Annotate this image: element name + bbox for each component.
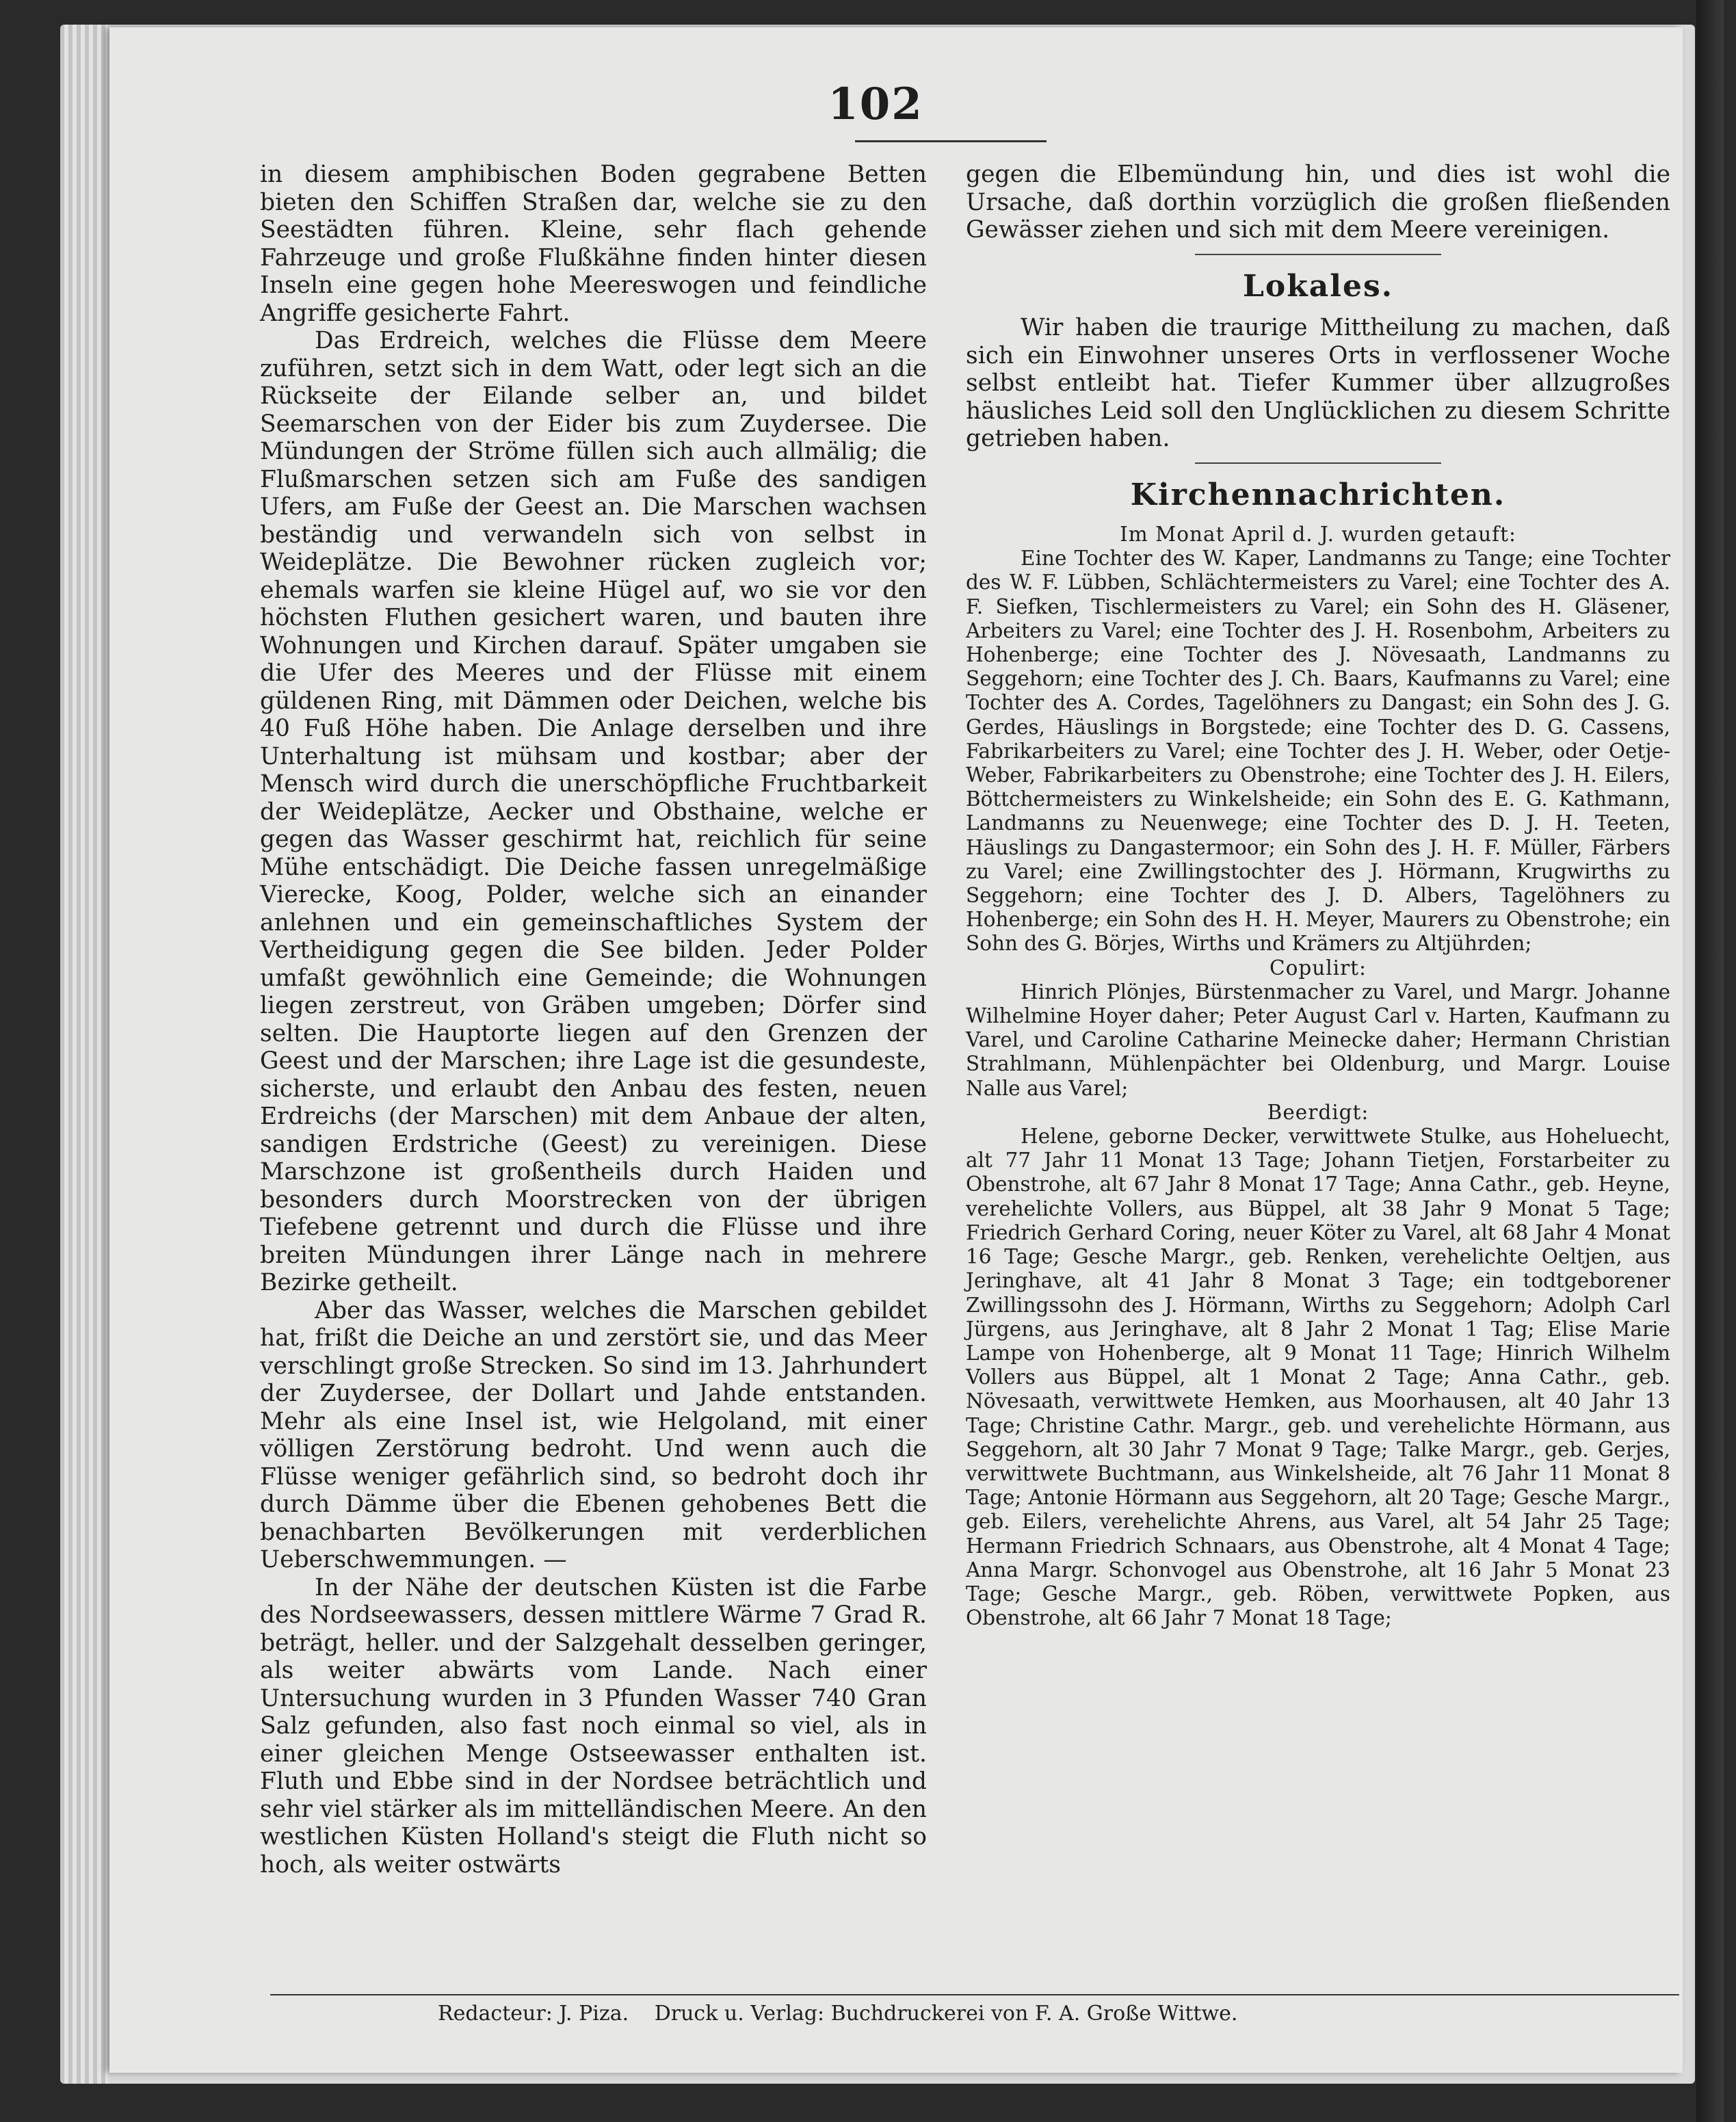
copulirt-list: Hinrich Plönjes, Bürstenmacher zu Varel, und Margr. Johanne Wilhelmine Hoyer daher; Peter August Carl v. Harten, Kaufmann zu Varel, und Caroline Catharine Meinecke daher; Hermann Christian Strahlmann, Mühlenpächter bei Oldenburg, und Margr. Louise Nalle aus Varel; xyxy=(966,980,1670,1100)
lokales-heading: Lokales. xyxy=(1242,268,1394,304)
book-binding xyxy=(1696,0,1724,2122)
paragraph: Das Erdreich, welches die Flüsse dem Meere zuführen, setzt sich in dem Watt, oder legt sich an die Rückseite der Eilande selber an, und bildet Seemarschen von der Eider bis zum Zuydersee. Die Mündungen der Ströme füllen sich auch allmälig; die Flußmarschen setzen sich am Fuße des sandigen Ufers, am Fuße der Geest an. Die Marschen wachsen beständig und verwandeln sich von selbst in Weideplätze. Die Bewohner rücken zugleich vor; ehemals warfen sie kleine Hügel auf, wo sie vor den höchsten Fluthen gesichert waren, und bauten ihre Wohnungen und Kirchen darauf. Später umgaben sie die Ufer des Meeres und der Flüsse mit einem güldenen Ring, mit Dämmen oder Deichen, welche bis 40 Fuß Höhe haben. Die Anlage derselben und ihre Unterhaltung ist mühsam und kostbar; aber der Mensch wird durch die unerschöpfliche Fruchtbarkeit der Weideplätze, Aecker und Obsthaine, welche er gegen das Wasser geschirmt hat, reichlich für seine Mühe entschädigt. Die Deiche fassen unregelmäßige Vierecke, Koog, Polder, welche sich an einander anlehnen und ein gemeinschaftliches System der Vertheidigung gegen die See bilden. Jeder Polder umfaßt gewöhnlich eine Gemeinde; die Wohnungen liegen zerstreut, von Gräben umgeben; Dörfer sind selten. Die Hauptorte liegen auf den Grenzen der Geest und der Marschen; ihre Lage ist die gesundeste, sicherste, und erlaubt den Anbau des festen, neuen Erdreichs (der Marschen) mit dem Anbaue der alten, sandigen Erdstriche (Geest) zu vereinigen. Diese Marschzone ist großentheils durch Haiden und besonders durch Moorstrecken von der übrigen Tiefebene getrennt und durch die Flüsse und ihre breiten Mündungen ihrer Länge nach in mehrere Bezirke getheilt. xyxy=(260,327,927,1296)
imprint-druck: Druck u. Verlag: Buchdruckerei von F. A. Große Wittwe. xyxy=(654,2002,1238,2026)
lokales-text: Wir haben die traurige Mittheilung zu machen, daß sich ein Einwohner unseres Orts in verflossener Woche selbst entleibt hat. Tiefer Kummer über allzugroßes häusliches Leid soll den Unglücklichen zu diesem Schritte getrieben haben. xyxy=(966,314,1670,452)
paragraph: in diesem amphibischen Boden gegrabene Betten bieten den Schiffen Straßen dar, welche sie zu den Seestädten führen. Kleine, sehr flach gehende Fahrzeuge und große Flußkähne finden hinter diesen Inseln eine gegen hohe Meereswogen und feindliche Angriffe gesicherte Fahrt. xyxy=(260,161,927,327)
beerdigt-heading: Beerdigt: xyxy=(1267,1100,1369,1124)
copulirt-heading: Copulirt: xyxy=(1270,956,1367,980)
kirchennachrichten-heading: Kirchennachrichten. xyxy=(1130,477,1506,512)
beerdigt-list: Helene, geborne Decker, verwittwete Stulke, aus Hoheluecht, alt 77 Jahr 11 Monat 13 Tage; Johann Tietjen, Forstarbeiter zu Obenstrohe, alt 67 Jahr 8 Monat 17 Tage; Anna Cathr., geb. Heyne, verehelichte Vollers, aus Büppel, alt 38 Jahr 9 Monat 5 Tage; Friedrich Gerhard Coring, neuer Köter zu Varel, alt 68 Jahr 4 Monat 16 Tage; Gesche Margr., geb. Renken, verehelichte Oeltjen, aus Jeringhave, alt 41 Jahr 8 Monat 3 Tage; ein todtgeborener Zwillingssohn des J. Hörmann, Wirths zu Seggehorn; Adolph Carl Jürgens, aus Jeringhave, alt 8 Jahr 2 Monat 1 Tag; Elise Marie Lampe von Hohenberge, alt 9 Monat 11 Tage; Hinrich Wilhelm Vollers aus Büppel, alt 1 Monat 2 Tage; Anna Cathr., geb. Növesaath, verwittwete Hemken, aus Moorhausen, alt 40 Jahr 13 Tage; Christine Cathr. Margr., geb. und verehelichte Hörmann, aus Seggehorn, alt 30 Jahr 7 Monat 9 Tage; Talke Margr., geb. Gerjes, verwittwete Buchtmann, aus Winkelsheide, alt 76 Jahr 11 Monat 8 Tage; Antonie Hörmann aus Seggehorn, alt 20 Tage; Gesche Margr., geb. Eilers, verehelichte Ahrens, aus Varel, alt 54 Jahr 25 Tage; Hermann Friedrich Schnaars, aus Obenstrohe, alt 4 Monat 4 Tage; Anna Margr. Schonvogel aus Obenstrohe, alt 16 Jahr 5 Monat 23 Tage; Gesche Margr., geb. Röben, verwittwete Popken, aus Obenstrohe, alt 66 Jahr 7 Monat 18 Tage; xyxy=(966,1125,1670,1630)
footer-rule xyxy=(270,1994,1679,1995)
page-number: 102 xyxy=(828,79,923,130)
left-column xyxy=(260,161,927,1878)
getauft-list: Eine Tochter des W. Kaper, Landmanns zu Tange; eine Tochter des W. F. Lübben, Schlächtermeisters zu Varel; eine Tochter des A. F. Siefken, Tischlermeisters zu Varel; ein Sohn des H. Gläsener, Arbeiters zu Varel; eine Tochter des J. H. Rosenbohm, Arbeiters zu Hohenberge; eine Tochter des J. Növesaath, Landmanns zu Seggehorn; eine Tochter des J. Ch. Baars, Kaufmanns zu Varel; eine Tochter des A. Cordes, Tagelöhners zu Dangast; ein Sohn des J. G. Gerdes, Häuslings in Borgstede; eine Tochter des D. G. Cassens, Fabrikarbeiters zu Varel; eine Tochter des J. H. Weber, oder Oetje-Weber, Fabrikarbeiters zu Obenstrohe; eine Tochter des J. H. Eilers, Böttchermeisters zu Winkelsheide; ein Sohn des E. G. Kathmann, Landmanns zu Neuenwege; eine Tochter des D. J. H. Teeten, Häuslings zu Dangastermoor; ein Sohn des J. H. F. Müller, Färbers zu Varel; eine Zwillingstochter des J. Hörmann, Krugwirths zu Seggehorn; eine Tochter des J. D. Albers, Tagelöhners zu Hohenberge; ein Sohn des H. H. Meyer, Maurers zu Obenstrohe; ein Sohn des G. Börjes, Wirths und Krämers zu Altjührden; xyxy=(966,547,1670,956)
paragraph: gegen die Elbemündung hin, und dies ist wohl die Ursache, daß dorthin vorzüglich die großen fließenden Gewässer ziehen und sich mit dem Meere vereinigen. xyxy=(966,161,1670,244)
divider xyxy=(1195,462,1441,464)
getauft-intro: Im Monat April d. J. wurden getauft: xyxy=(1120,523,1516,546)
paragraph: Aber das Wasser, welches die Marschen gebildet hat, frißt die Deiche an und zerstört sie, und das Meer verschlingt große Strecken. So sind im 13. Jahrhundert der Zuydersee, der Dollart und Jahde entstanden. Mehr als eine Insel ist, wie Helgoland, mit einer völligen Zerstörung bedroht. Und wenn auch die Flüsse weniger gefährlich sind, so bedroht doch ihr durch Dämme über die Ebenen gehobenes Bett die benachbarten Bevölkerungen mit verderblichen Ueberschwemmungen. — xyxy=(260,1296,927,1573)
divider xyxy=(1195,254,1441,255)
imprint xyxy=(438,2001,1628,2027)
imprint-redacteur: Redacteur: J. Piza. xyxy=(438,2002,629,2026)
right-column xyxy=(966,161,1670,1630)
paragraph: In der Nähe der deutschen Küsten ist die Farbe des Nordseewassers, dessen mittlere Wärme 7 Grad R. beträgt, heller. und der Salzgehalt desselben geringer, als weiter abwärts vom Lande. Nach einer Untersuchung wurden in 3 Pfunden Wasser 740 Gran Salz gefunden, also fast noch einmal so viel, als in einer gleichen Menge Ostseewasser enthalten ist. Fluth und Ebbe sind in der Nordsee beträchtlich und sehr viel stärker als im mittelländischen Meere. An den westlichen Küsten Holland's steigt die Fluth nicht so hoch, als weiter ostwärts xyxy=(260,1573,927,1878)
page-number-rule xyxy=(855,140,1047,142)
